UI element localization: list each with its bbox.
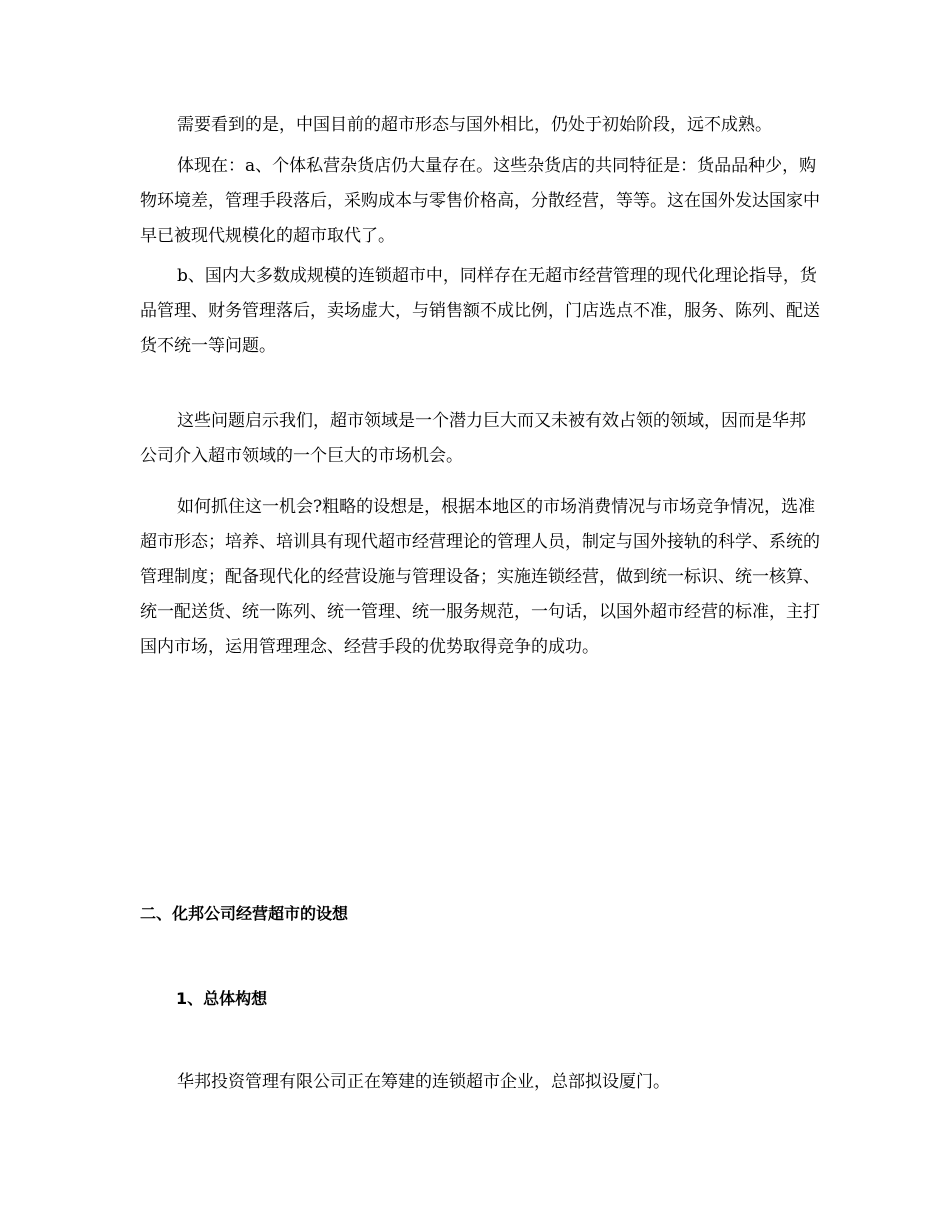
paragraph-6: 华邦投资管理有限公司正在筹建的连锁超市企业，总部拟设厦门。 [177,1072,670,1092]
paragraph-1: 需要看到的是，中国目前的超市形态与国外相比，仍处于初始阶段，远不成熟。 [177,115,772,135]
subsection-heading: 1、总体构想 [176,989,268,1008]
paragraph-3: b、国内大多数成规模的连锁超市中，同样存在无超市经营管理的现代化理论指导，货品管理、财务管理落后，卖场虚大，与销售额不成比例，门店选点不准，服务、陈列、配送货不统一等问题。 [140,266,820,356]
section-heading: 二、化邦公司经营超市的设想 [140,904,349,923]
paragraph-5: 如何抓住这一机会?粗略的设想是，根据本地区的市场消费情况与市场竞争情况，选准超市形态；培养、培训具有现代超市经营理论的管理人员，制定与国外接轨的科学、系统的管理制度；配备现代化的经营设施与管理设备；实施连锁经营，做到统一标识、统一核算、统一配送货、统一陈列、统一管理、统一服务规范，一句话，以国外超市经营的标准，主打国内市场，运用管理理念、经营手段的优势取得竞争的成功。 [140,497,820,657]
paragraph-4: 这些问题启示我们，超市领域是一个潜力巨大而又未被有效占领的领域，因而是华邦公司介入超市领域的一个巨大的市场机会。 [140,411,806,466]
paragraph-2: 体现在：a、个体私营杂货店仍大量存在。这些杂货店的共同特征是：货品品种少，购物环境差，管理手段落后，采购成本与零售价格高，分散经营，等等。这在国外发达国家中早已被现代规模化的超市取代了。 [140,156,820,246]
